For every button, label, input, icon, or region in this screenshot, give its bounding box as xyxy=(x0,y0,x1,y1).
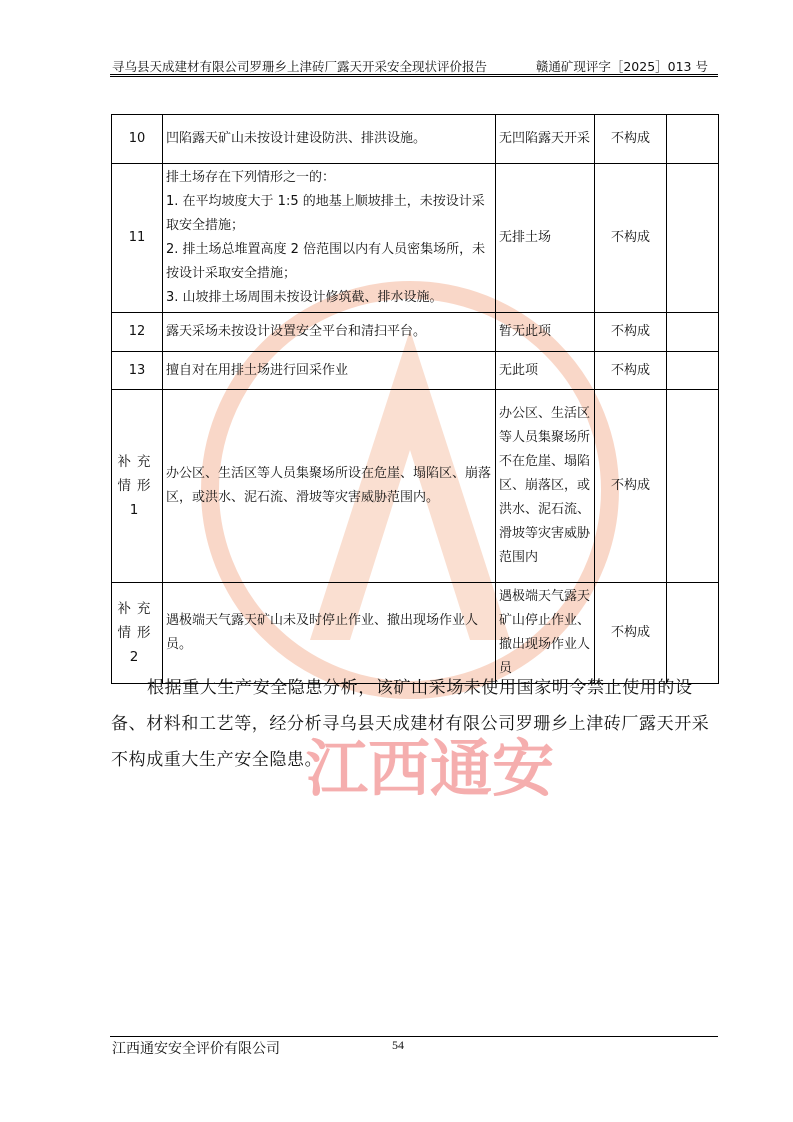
description-line: 擅自对在用排土场进行回采作业 xyxy=(166,362,349,378)
table-row xyxy=(112,390,719,583)
description-line: 露天采场未按设计设置安全平台和清扫平台。 xyxy=(166,324,427,339)
row-result: 不构成 xyxy=(595,115,667,164)
row-description xyxy=(163,313,496,352)
row-note xyxy=(667,313,719,352)
row-result: 不构成 xyxy=(595,313,667,352)
row-number: 12 xyxy=(112,313,163,352)
description-line: 2. 排土场总堆置高度 2 倍范围以内有人员密集场所，未按设计采取安全措施； xyxy=(166,242,486,281)
row-note xyxy=(667,115,719,164)
page-number: 54 xyxy=(392,1038,404,1052)
row-number: 13 xyxy=(112,352,163,390)
row-number: 10 xyxy=(112,115,163,164)
row-status: 遇极端天气露天矿山停止作业、撤出现场作业人员 xyxy=(496,583,595,684)
description-line: 排土场存在下列情形之一的： xyxy=(166,170,336,185)
row-note xyxy=(667,352,719,390)
table-row xyxy=(112,583,719,684)
row-result: 不构成 xyxy=(595,352,667,390)
table-row xyxy=(112,352,719,390)
description-line: 3. 山坡排土场周围未按设计修筑截、排水设施。 xyxy=(166,290,443,305)
row-description xyxy=(163,164,496,313)
report-number: 赣通矿现评字［2025］013 号 xyxy=(535,59,708,74)
hazard-table xyxy=(111,114,719,684)
description-line: 1. 在平均坡度大于 1:5 的地基上顺坡排土，未按设计采取安全措施； xyxy=(166,194,485,233)
table-row xyxy=(112,115,719,164)
footer-divider xyxy=(110,1036,718,1037)
row-note xyxy=(667,390,719,583)
row-status: 无凹陷露天开采 xyxy=(496,115,595,164)
row-status: 无此项 xyxy=(496,352,595,390)
table-row xyxy=(112,313,719,352)
row-status: 办公区、生活区等人员集聚场所不在危崖、塌陷区、崩落区，或洪水、泥石流、滑坡等灾害威胁范围内 xyxy=(496,390,595,583)
table-row xyxy=(112,164,719,313)
row-number: 11 xyxy=(112,164,163,313)
row-note xyxy=(667,583,719,684)
row-description xyxy=(163,352,496,390)
row-number: 补充情形 2 xyxy=(112,583,163,684)
watermark-text: 江西通安 xyxy=(305,732,555,805)
description-line: 遇极端天气露天矿山未及时停止作业、撤出现场作业人员。 xyxy=(166,613,479,652)
description-line: 凹陷露天矿山未按设计建设防洪、排洪设施。 xyxy=(166,131,427,146)
row-status: 暂无此项 xyxy=(496,313,595,352)
row-description xyxy=(163,390,496,583)
header-divider-thin xyxy=(110,76,718,77)
description-line: 办公区、生活区等人员集聚场所设在危崖、塌陷区、崩落区，或洪水、泥石流、滑坡等灾害威胁范围内。 xyxy=(166,466,492,505)
footer-company: 江西通安安全评价有限公司 xyxy=(112,1041,280,1057)
row-result: 不构成 xyxy=(595,164,667,313)
row-note xyxy=(667,164,719,313)
row-description xyxy=(163,115,496,164)
row-description xyxy=(163,583,496,684)
row-status: 无排土场 xyxy=(496,164,595,313)
row-result: 不构成 xyxy=(595,583,667,684)
row-result: 不构成 xyxy=(595,390,667,583)
report-title: 寻乌县天成建材有限公司罗珊乡上津砖厂露天开采安全现状评价报告 xyxy=(112,59,488,74)
header-divider xyxy=(110,74,718,75)
conclusion-paragraph: 根据重大生产安全隐患分析，该矿山采场未使用国家明令禁止使用的设备、材料和工艺等，经分析寻乌县天成建材有限公司罗珊乡上津砖厂露天开采不构成重大生产安全隐患。 xyxy=(111,678,710,770)
row-number: 补充情形 1 xyxy=(112,390,163,583)
